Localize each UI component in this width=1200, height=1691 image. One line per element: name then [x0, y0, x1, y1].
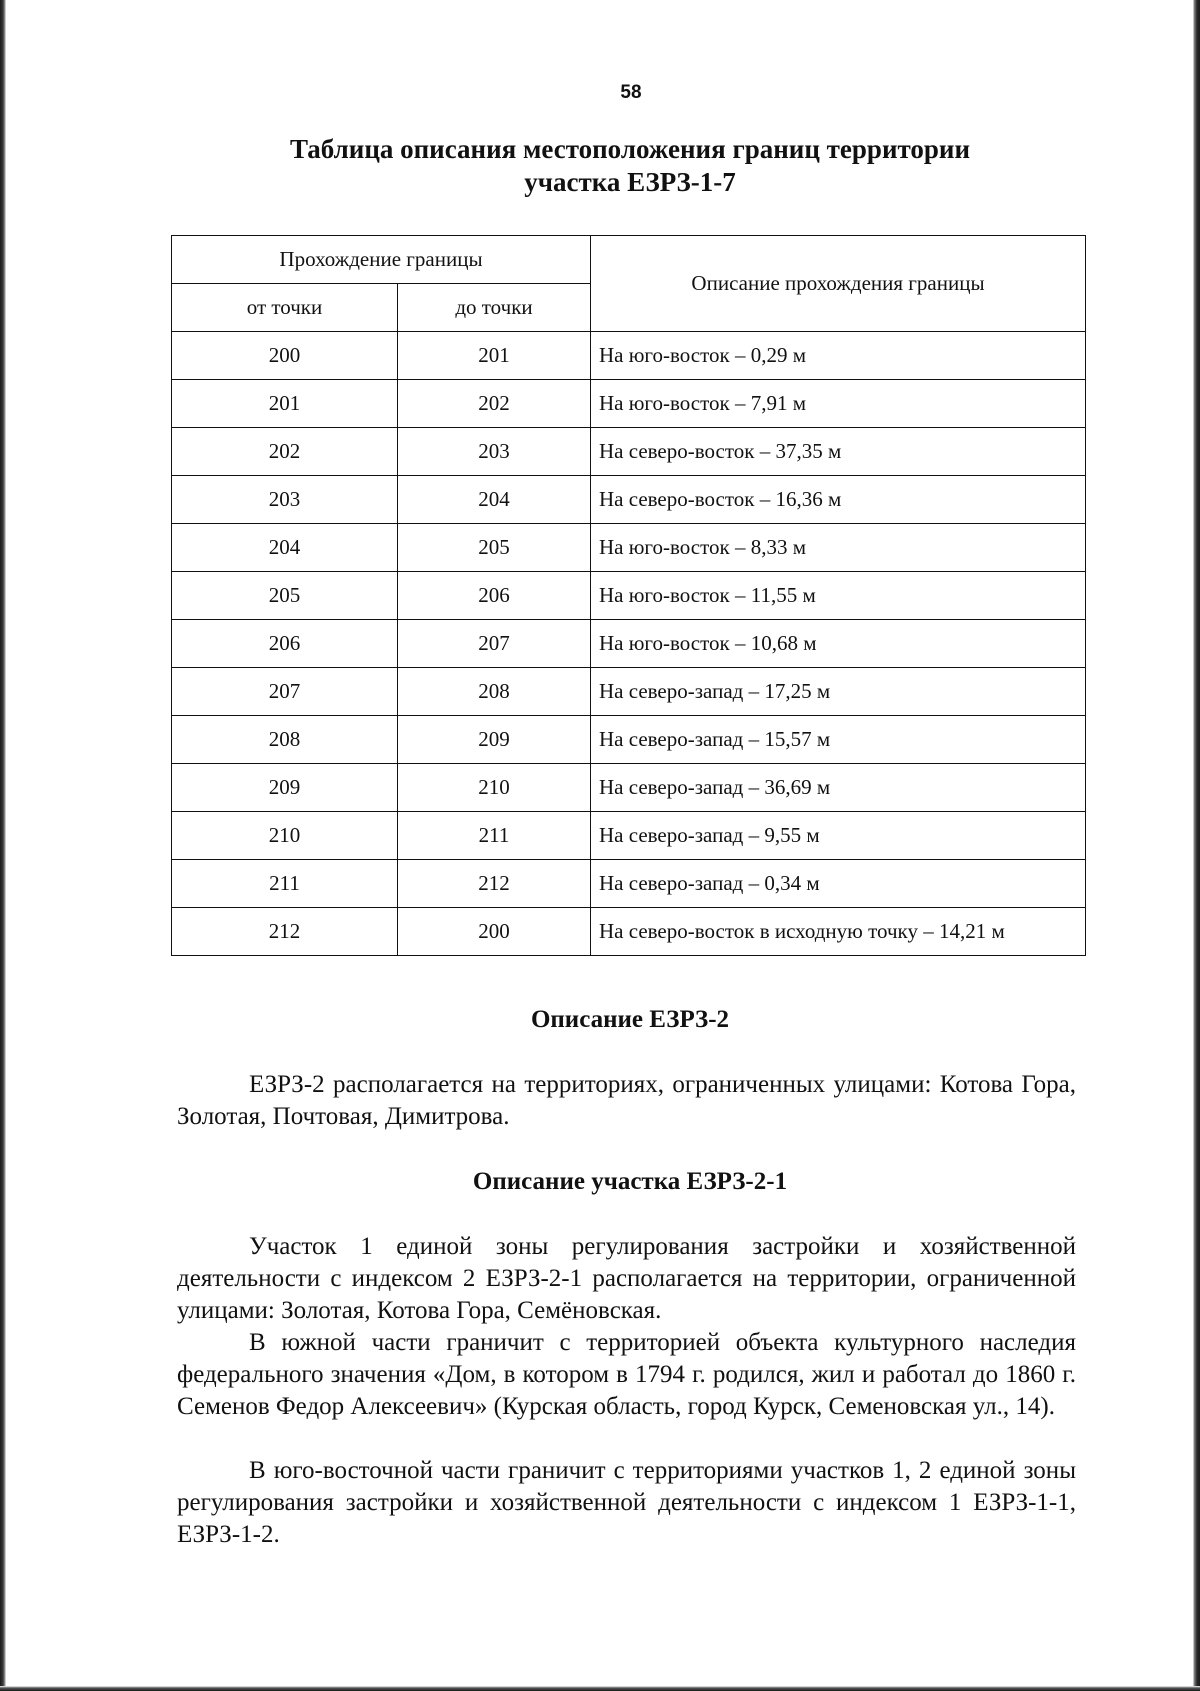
cell-desc: На северо-запад – 0,34 м	[591, 860, 1086, 908]
cell-desc: На юго-восток – 0,29 м	[591, 332, 1086, 380]
cell-from: 204	[172, 524, 398, 572]
cell-from: 212	[172, 908, 398, 956]
table-row	[172, 716, 1086, 764]
cell-desc: На юго-восток – 10,68 м	[591, 620, 1086, 668]
cell-to: 211	[398, 812, 591, 860]
table-row	[172, 380, 1086, 428]
header-desc-cell: Описание прохождения границы	[591, 236, 1086, 332]
cell-to: 201	[398, 332, 591, 380]
section2-heading: Описание участка ЕЗРЗ-2-1	[472, 1168, 788, 1195]
cell-from: 210	[172, 812, 398, 860]
cell-to: 208	[398, 668, 591, 716]
cell-from: 211	[172, 860, 398, 908]
cell-desc: На северо-запад – 9,55 м	[591, 812, 1086, 860]
table-row	[172, 332, 1086, 380]
cell-from: 209	[172, 764, 398, 812]
table-body	[172, 332, 1086, 956]
header-from-cell: от точки	[172, 284, 398, 332]
table-row	[172, 572, 1086, 620]
cell-to: 204	[398, 476, 591, 524]
cell-desc: На юго-восток – 7,91 м	[591, 380, 1086, 428]
scan-edge-right	[1193, 0, 1200, 1691]
table-row	[172, 428, 1086, 476]
header-to-cell: до точки	[398, 284, 591, 332]
cell-from: 207	[172, 668, 398, 716]
cell-desc: На северо-запад – 17,25 м	[591, 668, 1086, 716]
header-group-cell: Прохождение границы	[172, 236, 591, 284]
section2-paragraph-2: В южной части граничит с территорией объекта культурного наследия федерального значения «Дом, в котором в 1794 г. родился, жил и работал до 1860 г. Семенов Федор Алексеевич» (Курская область, город Курск, Семеновская ул., 14).	[177, 1329, 1076, 1420]
cell-desc: На северо-запад – 15,57 м	[591, 716, 1086, 764]
cell-to: 210	[398, 764, 591, 812]
cell-to: 205	[398, 524, 591, 572]
cell-from: 203	[172, 476, 398, 524]
cell-from: 206	[172, 620, 398, 668]
cell-from: 205	[172, 572, 398, 620]
cell-desc: На северо-восток – 16,36 м	[591, 476, 1086, 524]
table-header-row	[172, 236, 1086, 284]
cell-from: 202	[172, 428, 398, 476]
cell-to: 206	[398, 572, 591, 620]
table-row	[172, 620, 1086, 668]
table-title	[170, 133, 1090, 199]
section2-paragraph-1: Участок 1 единой зоны регулирования застройки и хозяйственной деятельности с индексом 2 ЕЗРЗ-2-1 располагается на территории, ограниченной улицами: Золотая, Котова Гора, Семёновская.	[177, 1233, 1076, 1324]
table-title-line1: Таблица описания местоположения границ территории	[289, 134, 971, 164]
cell-to: 209	[398, 716, 591, 764]
cell-desc: На северо-запад – 36,69 м	[591, 764, 1086, 812]
cell-from: 201	[172, 380, 398, 428]
table-row	[172, 812, 1086, 860]
cell-to: 207	[398, 620, 591, 668]
cell-from: 208	[172, 716, 398, 764]
cell-to: 212	[398, 860, 591, 908]
cell-to: 200	[398, 908, 591, 956]
cell-desc: На северо-восток – 37,35 м	[591, 428, 1086, 476]
table-title-line2: участка ЕЗРЗ-1-7	[524, 167, 736, 197]
cell-to: 202	[398, 380, 591, 428]
cell-desc: На юго-восток – 8,33 м	[591, 524, 1086, 572]
cell-from: 200	[172, 332, 398, 380]
section1-heading: Описание ЕЗРЗ-2	[530, 1006, 730, 1033]
cell-desc: На юго-восток – 11,55 м	[591, 572, 1086, 620]
table-row	[172, 524, 1086, 572]
table-row	[172, 764, 1086, 812]
scan-edge-left	[0, 0, 6, 1691]
boundary-table	[171, 235, 1086, 956]
scan-edge-bottom	[0, 1686, 1200, 1691]
table-row	[172, 908, 1086, 956]
section2-paragraph-3: В юго-восточной части граничит с территориями участков 1, 2 единой зоны регулирования застройки и хозяйственной деятельности с индексом 1 ЕЗРЗ-1-1, ЕЗРЗ-1-2.	[177, 1457, 1076, 1548]
page-number: 58	[620, 82, 642, 103]
table-row	[172, 476, 1086, 524]
table-row	[172, 860, 1086, 908]
cell-to: 203	[398, 428, 591, 476]
section1-paragraph: ЕЗРЗ-2 располагается на территориях, ограниченных улицами: Котова Гора, Золотая, Почтовая, Димитрова.	[177, 1071, 1076, 1130]
cell-desc: На северо-восток в исходную точку – 14,21 м	[591, 908, 1086, 956]
table-row	[172, 668, 1086, 716]
